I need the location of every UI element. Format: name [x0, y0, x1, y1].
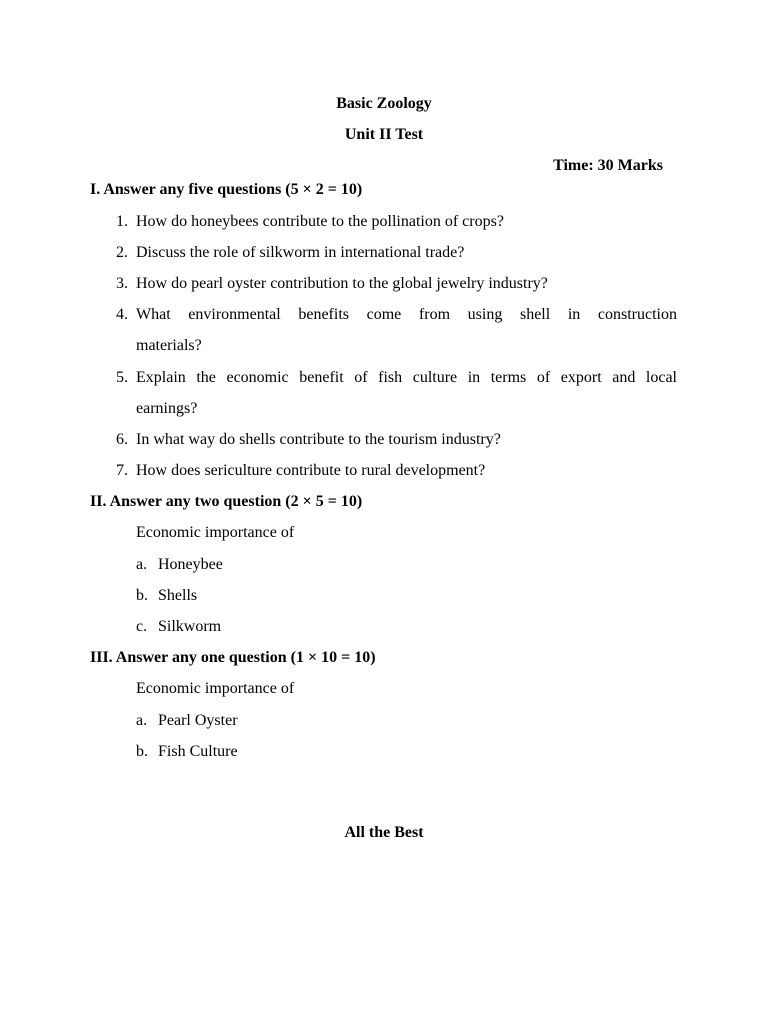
test-title: Unit II Test [344, 126, 424, 143]
section-2-intro: Economic importance of [136, 524, 295, 541]
section-3-heading: III. Answer any one question (1 × 10 = 10) [90, 649, 376, 666]
section-1-heading: I. Answer any five questions (5 × 2 = 10) [90, 181, 363, 198]
question-text: Explain the economic benefit of fish culture in terms of export and local [136, 369, 677, 386]
question-number: 3. [116, 275, 128, 292]
question-number: 4. [116, 306, 128, 323]
question-text: What environmental benefits come from using shell in construction [136, 306, 677, 323]
question-text: Discuss the role of silkworm in international trade? [136, 244, 465, 261]
section-3-intro: Economic importance of [136, 680, 295, 697]
time-marks: Time: 30 Marks [553, 157, 663, 174]
question-text: In what way do shells contribute to the tourism industry? [136, 431, 501, 448]
item-letter: c. [136, 618, 148, 635]
question-text-continued: materials? [136, 337, 202, 354]
item-text: Silkworm [158, 618, 222, 635]
question-number: 2. [116, 244, 128, 261]
question-number: 5. [116, 369, 128, 386]
item-text: Shells [158, 587, 198, 604]
item-text: Fish Culture [158, 743, 238, 760]
question-text: How do pearl oyster contribution to the global jewelry industry? [136, 275, 548, 292]
document-title: Basic Zoology [336, 95, 432, 112]
question-text-continued: earnings? [136, 400, 198, 417]
item-letter: b. [136, 587, 148, 604]
item-letter: a. [136, 712, 148, 729]
question-text: How does sericulture contribute to rural development? [136, 462, 486, 479]
question-number: 6. [116, 431, 128, 448]
item-letter: b. [136, 743, 148, 760]
question-number: 7. [116, 462, 128, 479]
closing-message: All the Best [344, 824, 424, 841]
section-2-heading: II. Answer any two question (2 × 5 = 10) [90, 493, 363, 510]
item-text: Honeybee [158, 556, 223, 573]
item-text: Pearl Oyster [158, 712, 238, 729]
question-number: 1. [116, 213, 128, 230]
question-text: How do honeybees contribute to the pollination of crops? [136, 213, 504, 230]
item-letter: a. [136, 556, 148, 573]
